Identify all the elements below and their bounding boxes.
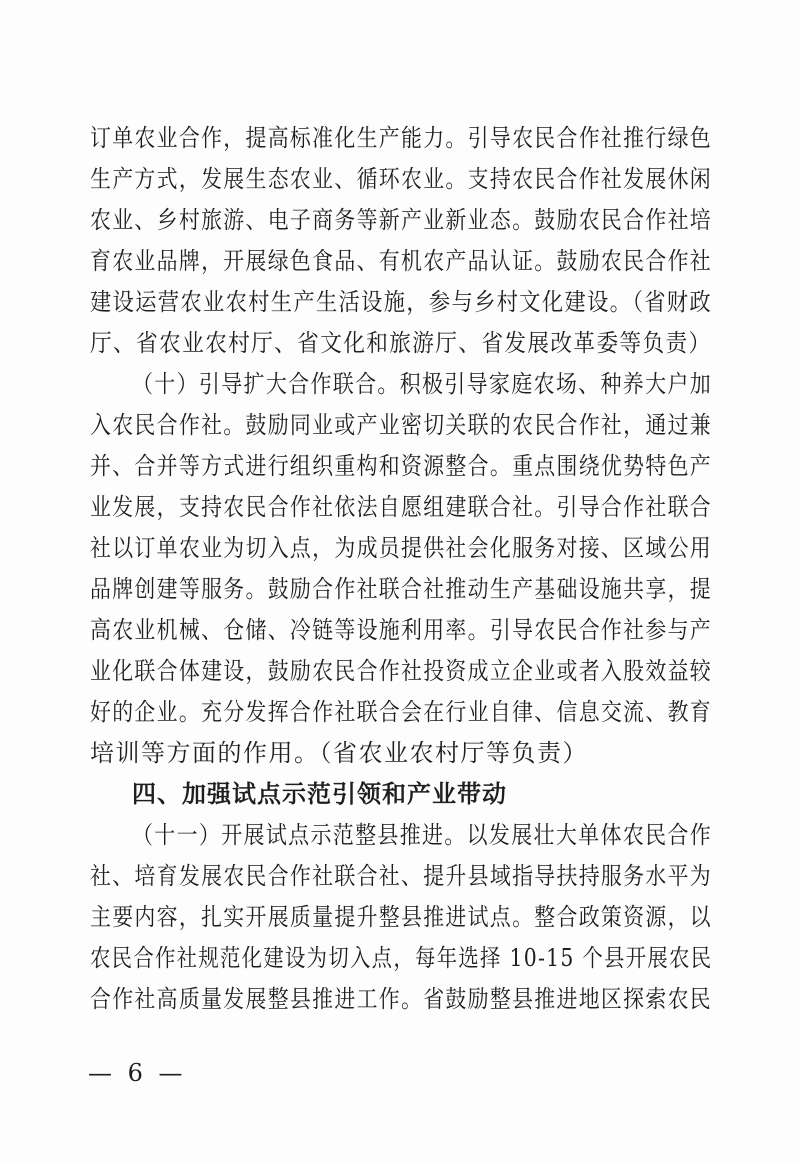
page-number: — 6 —	[88, 1059, 187, 1087]
text-line: 农业、乡村旅游、电子商务等新产业新业态。鼓励农民合作社培	[90, 206, 712, 234]
text-line: 入农民合作社。鼓励同业或产业密切关联的农民合作社，通过兼	[90, 411, 712, 439]
text-line: 订单农业合作，提高标准化生产能力。引导农民合作社推行绿色	[90, 124, 712, 152]
text-line: 社、培育发展农民合作社联合社、提升县域指导扶持服务水平为	[90, 862, 712, 890]
text-line: 好的企业。充分发挥合作社联合会在行业自律、信息交流、教育	[90, 698, 712, 726]
text-line: 培训等方面的作用。（省农业农村厅等负责）	[90, 739, 588, 767]
text-line: 合作社高质量发展整县推进工作。省鼓励整县推进地区探索农民	[90, 985, 712, 1013]
text-line: 高农业机械、仓储、冷链等设施利用率。引导农民合作社参与产	[90, 616, 712, 644]
text-line: 建设运营农业农村生产生活设施，参与乡村文化建设。（省财政	[90, 288, 712, 316]
text-line: 生产方式，发展生态农业、循环农业。支持农民合作社发展休闲	[90, 165, 712, 193]
text-line: 农民合作社规范化建设为切入点，每年选择 10-15 个县开展农民	[90, 944, 713, 972]
paragraph-first-line: （十）引导扩大合作联合。积极引导家庭农场、种养大户加	[132, 370, 712, 398]
text-line: 品牌创建等服务。鼓励合作社联合社推动生产基础设施共享，提	[90, 575, 712, 603]
text-line: 社以订单农业为切入点，为成员提供社会化服务对接、区域公用	[90, 534, 712, 562]
text-line: 并、合并等方式进行组织重构和资源整合。重点围绕优势特色产	[90, 452, 712, 480]
text-line: 主要内容，扎实开展质量提升整县推进试点。整合政策资源，以	[90, 903, 712, 931]
paragraph-first-line: （十一）开展试点示范整县推进。以发展壮大单体农民合作	[132, 821, 712, 849]
text-line: 厅、省农业农村厅、省文化和旅游厅、省发展改革委等负责）	[90, 329, 712, 357]
text-line: 育农业品牌，开展绿色食品、有机农产品认证。鼓励农民合作社	[90, 247, 712, 275]
section-heading: 四、加强试点示范引领和产业带动	[132, 780, 507, 808]
text-line: 业化联合体建设，鼓励农民合作社投资成立企业或者入股效益较	[90, 657, 712, 685]
text-line: 业发展，支持农民合作社依法自愿组建联合社。引导合作社联合	[90, 493, 712, 521]
